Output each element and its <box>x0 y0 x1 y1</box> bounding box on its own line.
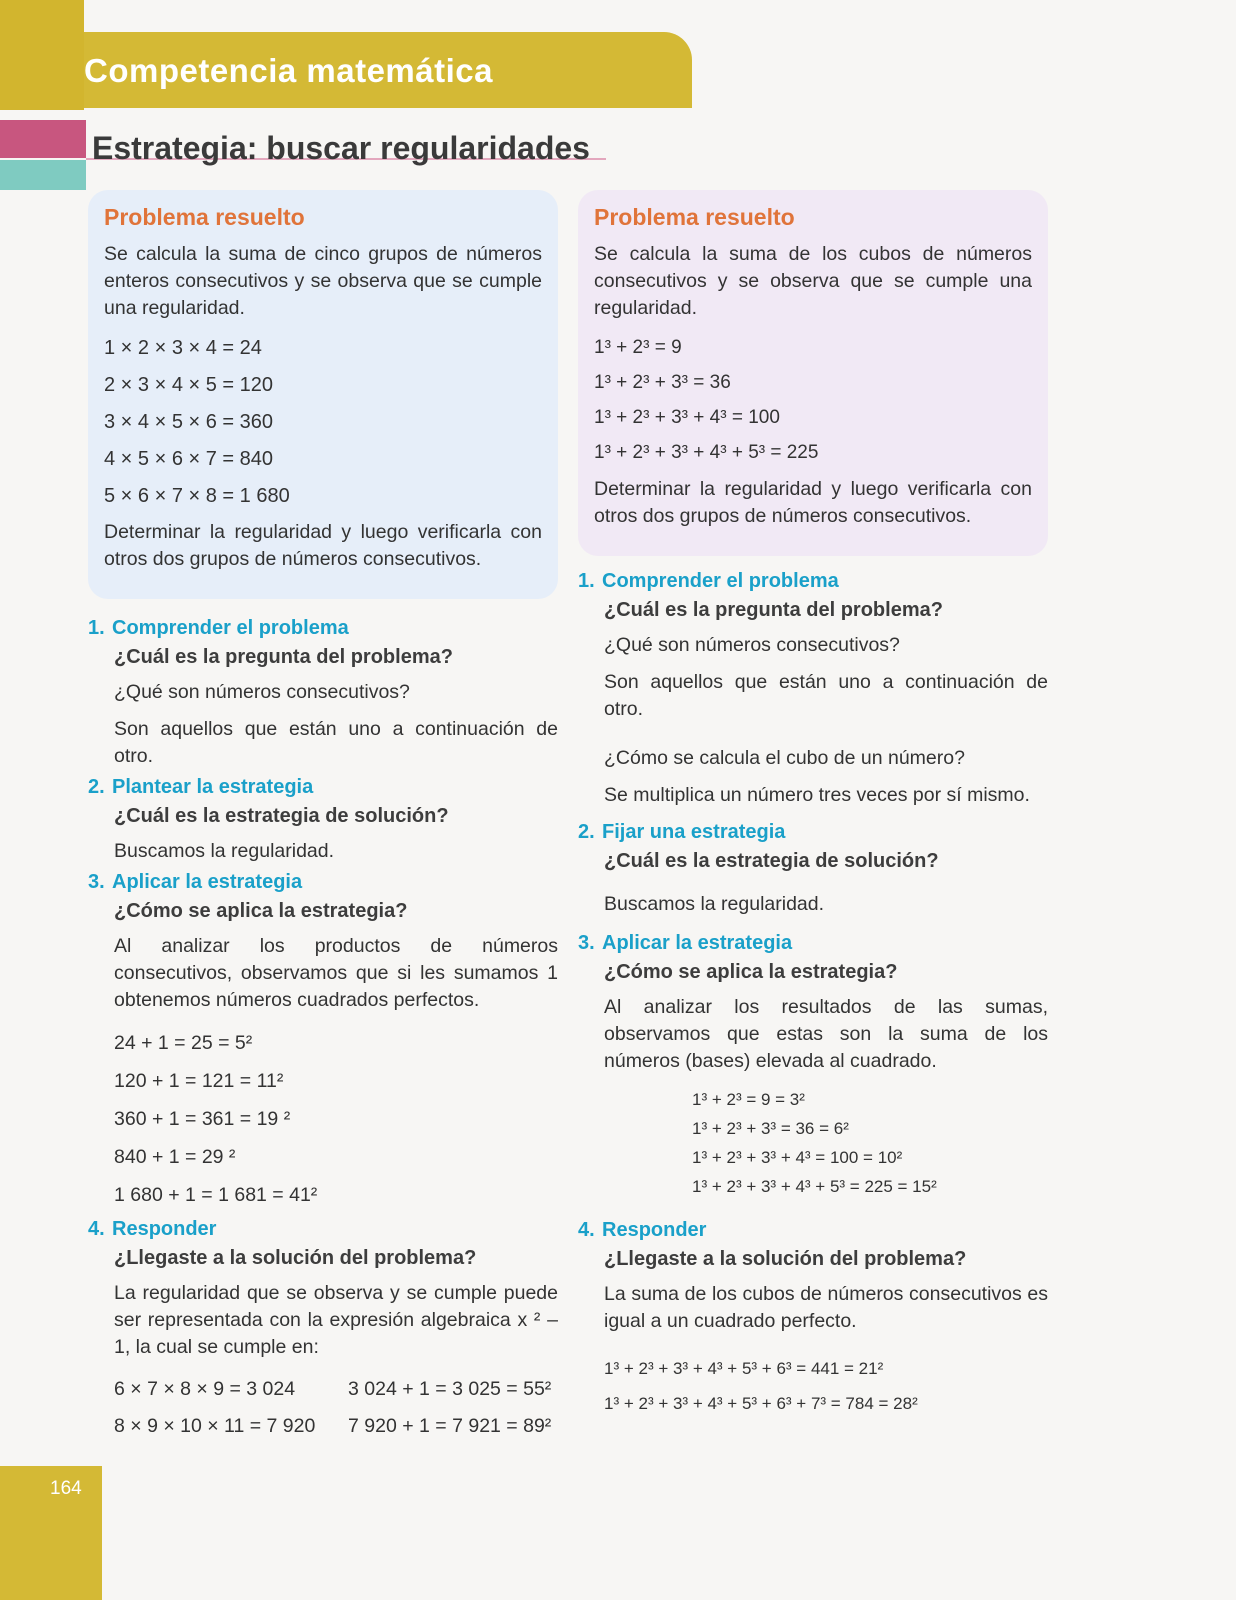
step-title: 4. Responder <box>578 1219 707 1241</box>
step-text: Al analizar los productos de números consecutivos, observamos que si les sumamos 1 obtenemos números cuadrados perfectos. <box>114 935 558 1011</box>
equation: 3 × 4 × 5 × 6 = 360 <box>104 411 274 433</box>
step-text: Se multiplica un número tres veces por sí mismo. <box>604 784 1030 806</box>
step-understand <box>578 570 1048 809</box>
header-left-bar <box>0 0 84 110</box>
product: 6 × 7 × 8 × 9 = 3 024 <box>114 1378 296 1400</box>
step-text: Buscamos la regularidad. <box>114 840 335 862</box>
equation: 360 + 1 = 361 = 19 ² <box>114 1108 291 1130</box>
step-text: ¿Cómo se calcula el cubo de un número? <box>604 747 965 769</box>
step-answer <box>88 1218 558 1445</box>
solved-problem-box <box>578 190 1048 556</box>
step-title: 2. Plantear la estrategia <box>88 776 314 798</box>
step-text: La suma de los cubos de números consecutivos es igual a un cuadrado perfecto. <box>604 1283 1048 1332</box>
step-title: 3. Aplicar la estrategia <box>578 932 793 954</box>
equation: 1³ + 2³ + 3³ + 4³ + 5³ = 225 <box>594 442 819 463</box>
equation: 1³ + 2³ + 3³ = 36 = 6² <box>692 1119 849 1138</box>
box-title: Problema resuelto <box>594 204 795 230</box>
step-text: Buscamos la regularidad. <box>604 893 825 915</box>
equation: 1³ + 2³ = 9 <box>594 337 682 358</box>
step-question: ¿Llegaste a la solución del problema? <box>114 1247 477 1269</box>
equation: 1³ + 2³ + 3³ + 4³ + 5³ + 6³ + 7³ = 784 = 28² <box>604 1394 918 1413</box>
step-apply <box>578 932 1048 1201</box>
page-number: 164 <box>50 1478 82 1499</box>
step-question: ¿Cuál es la estrategia de solución? <box>604 850 939 872</box>
equation: 1 680 + 1 = 1 681 = 41² <box>114 1184 318 1206</box>
box-title: Problema resuelto <box>104 204 305 230</box>
equation: 4 × 5 × 6 × 7 = 840 <box>104 448 274 470</box>
right-column <box>578 190 1048 1421</box>
step-title: 3. Aplicar la estrategia <box>88 871 303 893</box>
equation: 5 × 6 × 7 × 8 = 1 680 <box>104 485 290 507</box>
step-text: ¿Qué son números consecutivos? <box>114 681 410 703</box>
step-text: Son aquellos que están uno a continuación de otro. <box>604 671 1048 720</box>
step-question: ¿Cómo se aplica la estrategia? <box>604 961 898 983</box>
equation: 1³ + 2³ + 3³ + 4³ = 100 <box>594 407 780 428</box>
step-strategy <box>88 776 558 865</box>
equation: 2 × 3 × 4 × 5 = 120 <box>104 374 274 396</box>
equation: 24 + 1 = 25 = 5² <box>114 1032 253 1054</box>
step-text: ¿Qué son números consecutivos? <box>604 634 900 656</box>
step-apply <box>88 871 558 1214</box>
product: 8 × 9 × 10 × 11 = 7 920 <box>114 1415 316 1437</box>
verification-row <box>114 1371 558 1408</box>
step-question: ¿Cómo se aplica la estrategia? <box>114 900 408 922</box>
box-task: Determinar la regularidad y luego verificarla con otros dos grupos de números consecutivos. <box>104 521 542 570</box>
step-text: La regularidad que se observa y se cumple puede ser representada con la expresión algebraica x ² – 1, la cual se cumple en: <box>114 1282 558 1358</box>
step-title: 1. Comprender el problema <box>578 570 839 592</box>
box-intro: Se calcula la suma de cinco grupos de números enteros consecutivos y se observa que se cumple una regularidad. <box>104 243 542 319</box>
step-question: ¿Cuál es la estrategia de solución? <box>114 805 449 827</box>
section-title: Competencia matemática <box>84 52 493 89</box>
step-question: ¿Cuál es la pregunta del problema? <box>604 599 943 621</box>
step-title: 1. Comprender el problema <box>88 617 349 639</box>
equation: 1³ + 2³ + 3³ + 4³ = 100 = 10² <box>692 1148 903 1167</box>
step-understand <box>88 617 558 770</box>
step-question: ¿Llegaste a la solución del problema? <box>604 1248 967 1270</box>
equation: 1³ + 2³ + 3³ + 4³ + 5³ = 225 = 15² <box>692 1177 937 1196</box>
verification-row <box>114 1408 558 1445</box>
equation: 1³ + 2³ + 3³ = 36 <box>594 372 731 393</box>
left-column <box>88 190 558 1445</box>
accent-strip-pink <box>0 120 86 158</box>
step-question: ¿Cuál es la pregunta del problema? <box>114 646 453 668</box>
equation: 120 + 1 = 121 = 11² <box>114 1070 284 1092</box>
strategy-title: Estrategia: buscar regularidades <box>92 130 590 166</box>
result: 7 920 + 1 = 7 921 = 89² <box>348 1415 552 1437</box>
equation: 1³ + 2³ + 3³ + 4³ + 5³ + 6³ = 441 = 21² <box>604 1359 884 1378</box>
result: 3 024 + 1 = 3 025 = 55² <box>348 1378 552 1400</box>
step-text: Al analizar los resultados de las sumas, observamos que estas son la suma de los números (bases) elevada al cuadrado. <box>604 996 1048 1072</box>
step-strategy <box>578 821 1048 918</box>
box-intro: Se calcula la suma de los cubos de números consecutivos y se observa que se cumple una regularidad. <box>594 243 1032 319</box>
step-answer <box>578 1219 1048 1421</box>
step-text: Son aquellos que están uno a continuación de otro. <box>114 718 558 767</box>
step-title: 4. Responder <box>88 1218 217 1240</box>
box-task: Determinar la regularidad y luego verificarla con otros dos grupos de números consecutivos. <box>594 478 1032 527</box>
equation: 1³ + 2³ = 9 = 3² <box>692 1090 805 1109</box>
solved-problem-box <box>88 190 558 599</box>
step-title: 2. Fijar una estrategia <box>578 821 786 843</box>
equation: 1 × 2 × 3 × 4 = 24 <box>104 337 262 359</box>
accent-strip-teal <box>0 160 86 190</box>
equation: 840 + 1 = 29 ² <box>114 1146 236 1168</box>
